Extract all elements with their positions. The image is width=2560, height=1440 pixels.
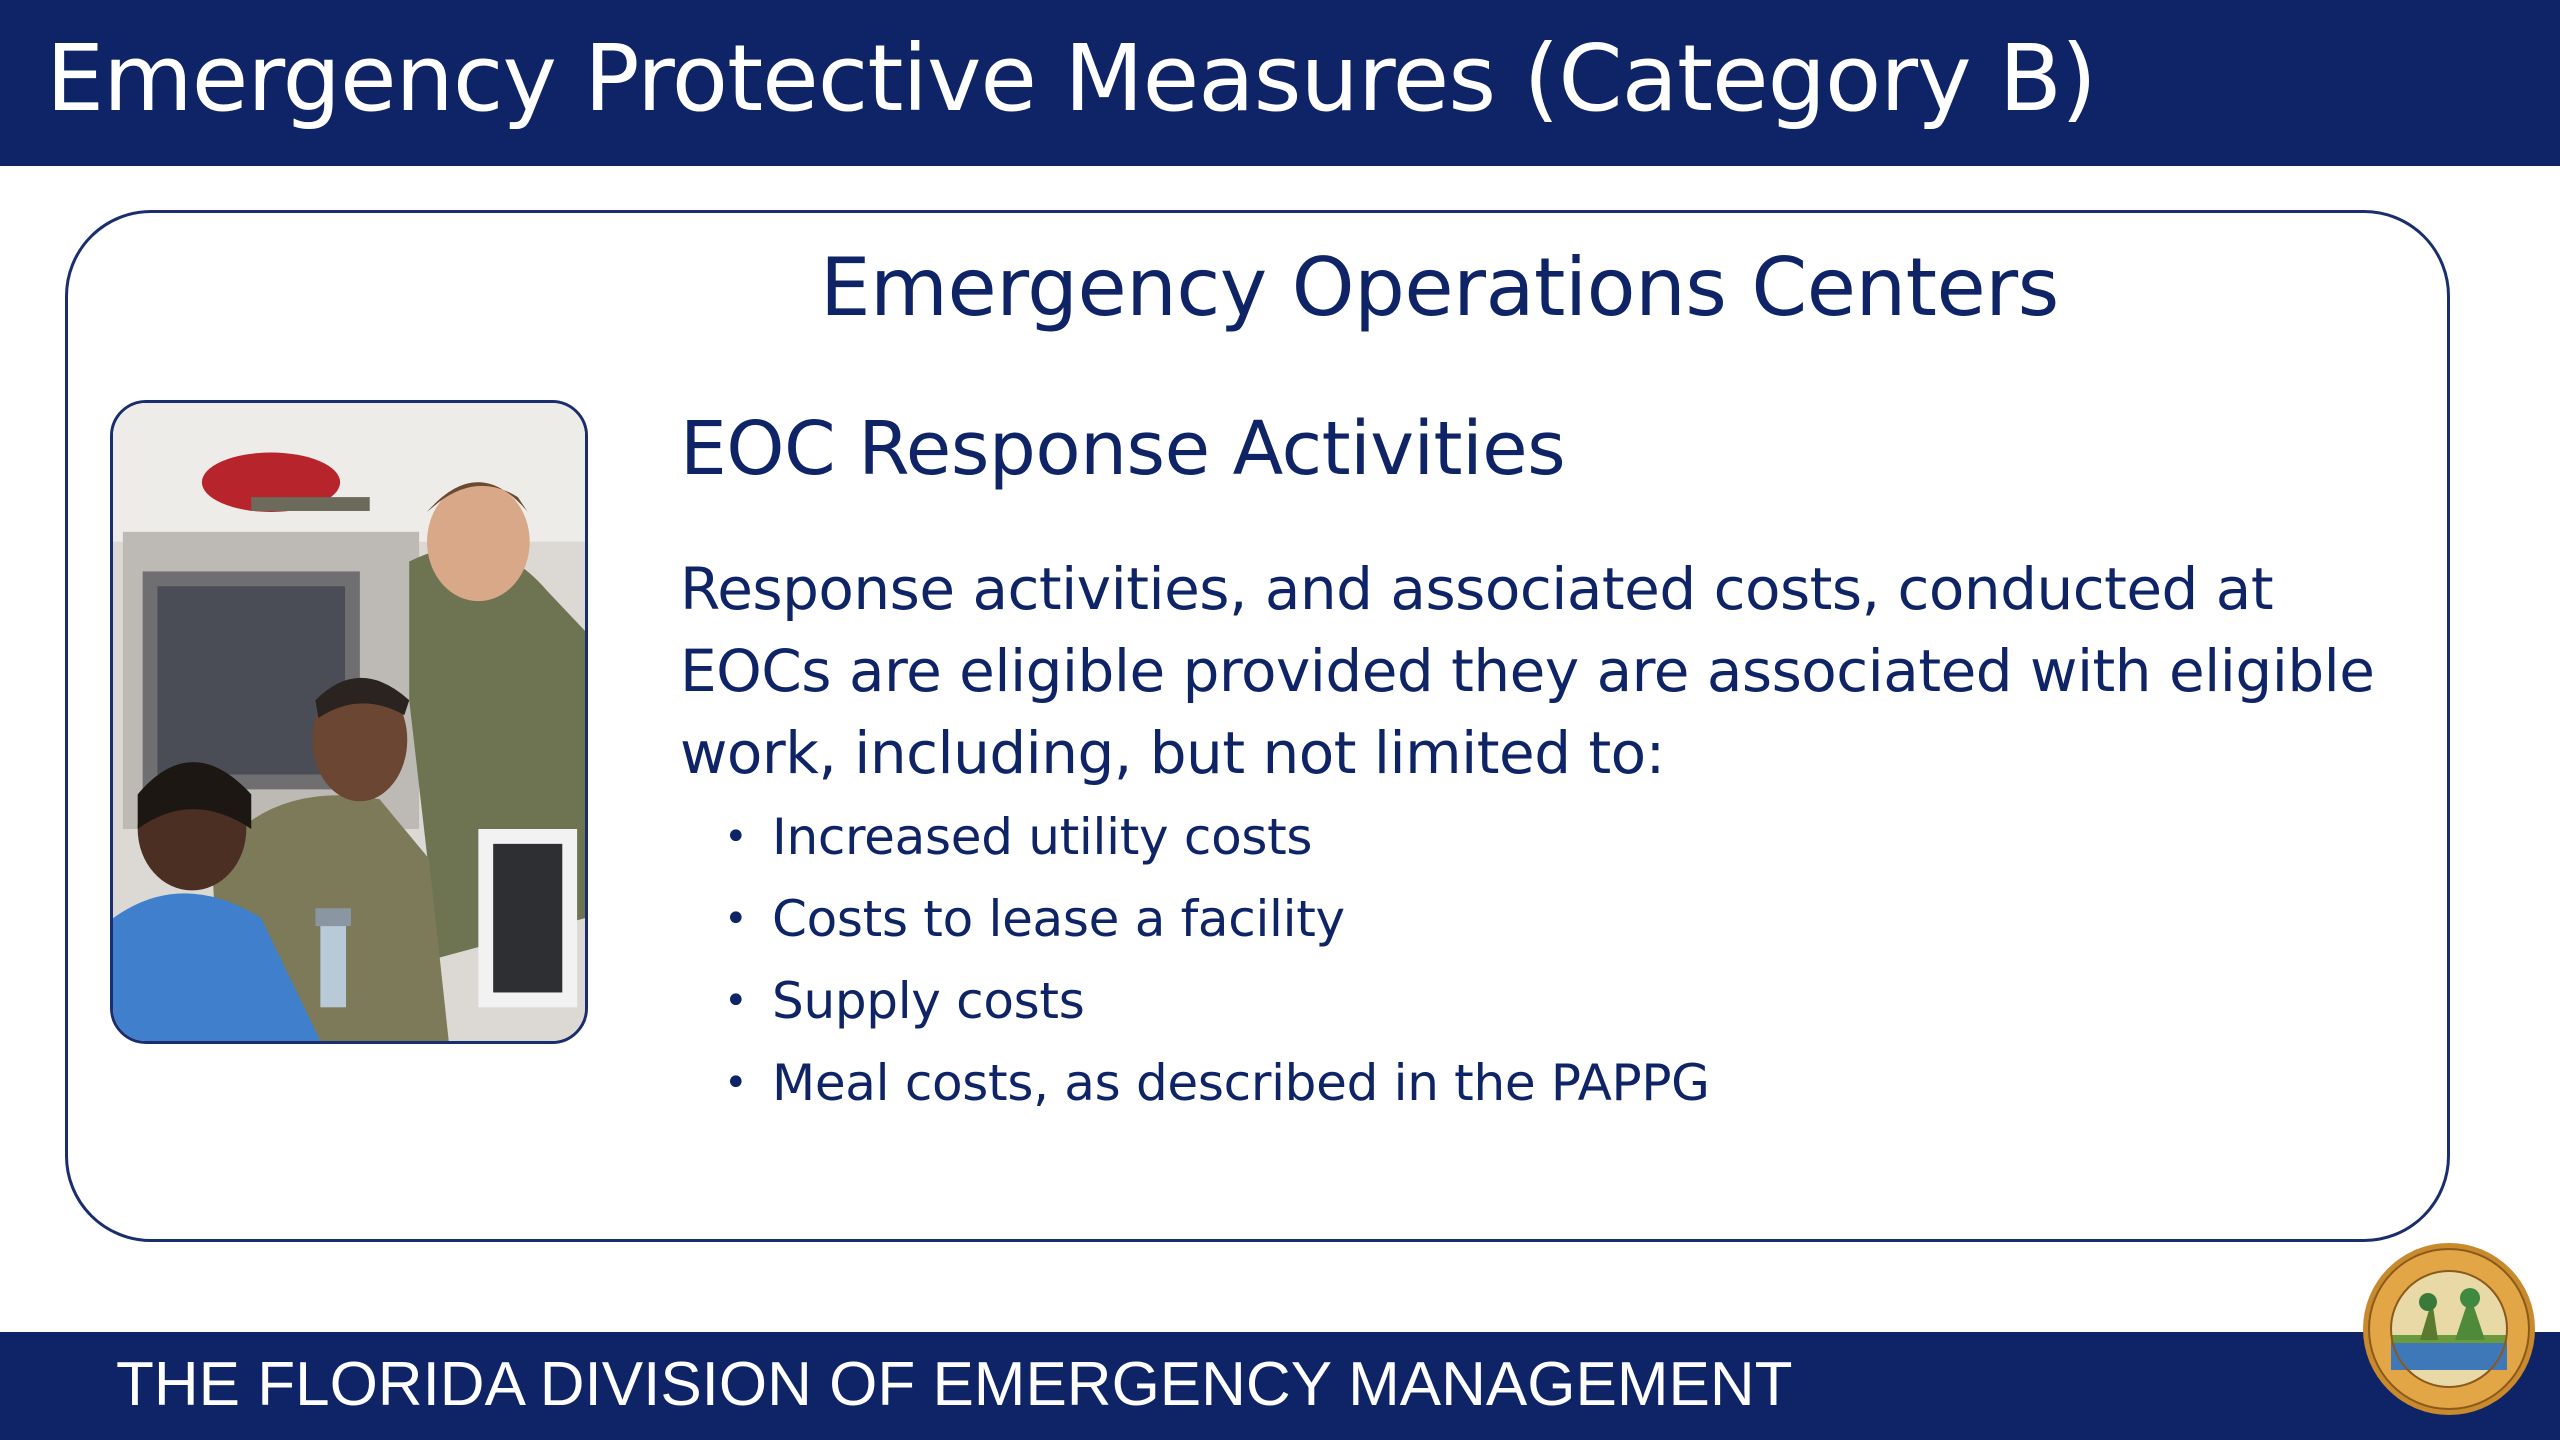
bullet-list: [724, 796, 1710, 1124]
section-heading: Emergency Operations Centers: [820, 241, 2059, 334]
footer-organization: THE FLORIDA DIVISION OF EMERGENCY MANAGEMENT: [116, 1350, 1793, 1419]
title-bar: [0, 0, 2560, 166]
list-item: [724, 1042, 1710, 1124]
bullet-glyph: •: [724, 814, 748, 860]
sub-heading: EOC Response Activities: [680, 406, 1566, 492]
florida-seal-icon: [2360, 1240, 2538, 1418]
eoc-photo-illustration: [113, 403, 585, 1041]
list-item-text: Costs to lease a facility: [772, 890, 1345, 948]
list-item: [724, 960, 1710, 1042]
list-item: [724, 878, 1710, 960]
eoc-photo: [110, 400, 588, 1044]
bullet-glyph: •: [724, 978, 748, 1024]
seal-graphic: [2360, 1240, 2538, 1418]
list-item-text: Supply costs: [772, 972, 1085, 1030]
list-item-text: Meal costs, as described in the PAPPG: [772, 1054, 1710, 1112]
list-item: [724, 796, 1710, 878]
slide-title: Emergency Protective Measures (Category B): [46, 25, 2096, 132]
bullet-glyph: •: [724, 1060, 748, 1106]
list-item-text: Increased utility costs: [772, 808, 1313, 866]
bullet-glyph: •: [724, 896, 748, 942]
body-paragraph: Response activities, and associated costs, conducted at EOCs are eligible provided they are associated with eligible work, including, but not limited to:: [680, 555, 2375, 787]
